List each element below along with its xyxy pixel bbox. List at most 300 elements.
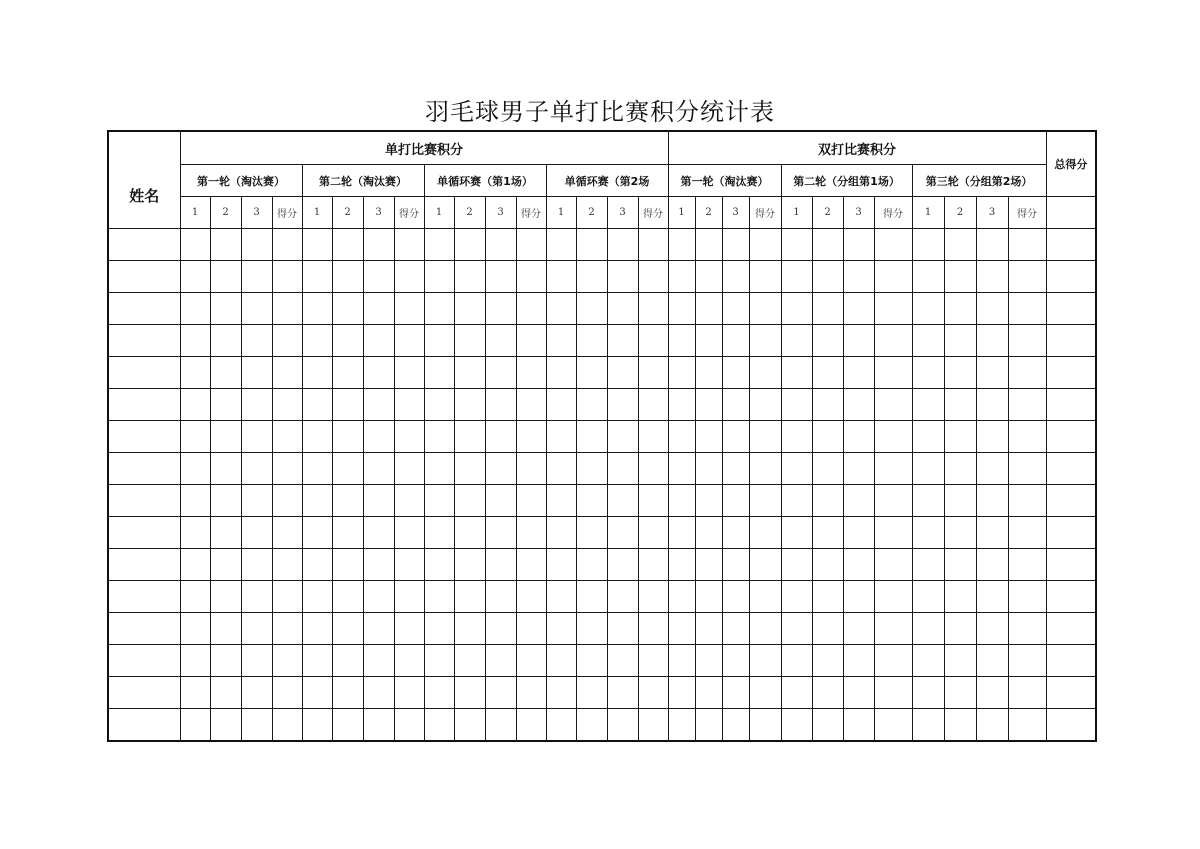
score-cell[interactable] bbox=[874, 453, 912, 485]
score-cell[interactable] bbox=[668, 709, 695, 742]
score-cell[interactable] bbox=[781, 549, 812, 581]
score-cell[interactable] bbox=[394, 613, 424, 645]
score-cell[interactable] bbox=[454, 613, 485, 645]
score-cell[interactable] bbox=[576, 293, 607, 325]
score-cell[interactable] bbox=[332, 421, 363, 453]
score-cell[interactable] bbox=[638, 677, 668, 709]
score-cell[interactable] bbox=[272, 677, 302, 709]
player-name-cell[interactable] bbox=[108, 485, 180, 517]
score-cell[interactable] bbox=[394, 229, 424, 261]
score-cell[interactable] bbox=[722, 357, 749, 389]
score-cell[interactable] bbox=[668, 421, 695, 453]
score-cell[interactable] bbox=[394, 709, 424, 742]
score-cell[interactable] bbox=[976, 677, 1008, 709]
score-cell[interactable] bbox=[180, 709, 210, 742]
score-cell[interactable] bbox=[722, 293, 749, 325]
score-cell[interactable] bbox=[976, 421, 1008, 453]
score-cell[interactable] bbox=[454, 453, 485, 485]
score-cell[interactable] bbox=[749, 645, 781, 677]
score-cell[interactable] bbox=[912, 293, 944, 325]
score-cell[interactable] bbox=[843, 549, 874, 581]
score-cell[interactable] bbox=[912, 613, 944, 645]
score-cell[interactable] bbox=[638, 709, 668, 742]
score-cell[interactable] bbox=[812, 613, 843, 645]
score-cell[interactable] bbox=[843, 581, 874, 613]
player-name-cell[interactable] bbox=[108, 389, 180, 421]
score-cell[interactable] bbox=[843, 485, 874, 517]
score-cell[interactable] bbox=[1008, 517, 1046, 549]
score-cell[interactable] bbox=[1008, 261, 1046, 293]
score-cell[interactable] bbox=[695, 517, 722, 549]
score-cell[interactable] bbox=[454, 293, 485, 325]
score-cell[interactable] bbox=[668, 549, 695, 581]
score-cell[interactable] bbox=[363, 357, 394, 389]
score-cell[interactable] bbox=[363, 325, 394, 357]
score-cell[interactable] bbox=[576, 517, 607, 549]
score-cell[interactable] bbox=[485, 229, 516, 261]
score-cell[interactable] bbox=[180, 677, 210, 709]
score-cell[interactable] bbox=[722, 549, 749, 581]
score-cell[interactable] bbox=[363, 229, 394, 261]
score-cell[interactable] bbox=[546, 261, 576, 293]
score-cell[interactable] bbox=[485, 645, 516, 677]
player-name-cell[interactable] bbox=[108, 709, 180, 742]
score-cell[interactable] bbox=[781, 453, 812, 485]
score-cell[interactable] bbox=[454, 325, 485, 357]
score-cell[interactable] bbox=[180, 645, 210, 677]
score-cell[interactable] bbox=[638, 421, 668, 453]
score-cell[interactable] bbox=[210, 517, 241, 549]
score-cell[interactable] bbox=[638, 613, 668, 645]
score-cell[interactable] bbox=[912, 709, 944, 742]
score-cell[interactable] bbox=[695, 357, 722, 389]
score-cell[interactable] bbox=[454, 677, 485, 709]
score-cell[interactable] bbox=[180, 549, 210, 581]
score-cell[interactable] bbox=[576, 645, 607, 677]
score-cell[interactable] bbox=[638, 325, 668, 357]
total-score-cell[interactable] bbox=[1046, 549, 1096, 581]
score-cell[interactable] bbox=[843, 613, 874, 645]
score-cell[interactable] bbox=[781, 613, 812, 645]
score-cell[interactable] bbox=[749, 709, 781, 742]
score-cell[interactable] bbox=[454, 357, 485, 389]
score-cell[interactable] bbox=[912, 389, 944, 421]
score-cell[interactable] bbox=[516, 709, 546, 742]
player-name-cell[interactable] bbox=[108, 581, 180, 613]
score-cell[interactable] bbox=[424, 389, 454, 421]
score-cell[interactable] bbox=[241, 645, 272, 677]
score-cell[interactable] bbox=[874, 261, 912, 293]
score-cell[interactable] bbox=[516, 549, 546, 581]
score-cell[interactable] bbox=[607, 357, 638, 389]
score-cell[interactable] bbox=[576, 581, 607, 613]
score-cell[interactable] bbox=[394, 549, 424, 581]
player-name-cell[interactable] bbox=[108, 261, 180, 293]
score-cell[interactable] bbox=[516, 677, 546, 709]
total-score-cell[interactable] bbox=[1046, 229, 1096, 261]
score-cell[interactable] bbox=[454, 581, 485, 613]
score-cell[interactable] bbox=[607, 421, 638, 453]
score-cell[interactable] bbox=[272, 709, 302, 742]
score-cell[interactable] bbox=[485, 549, 516, 581]
score-cell[interactable] bbox=[241, 229, 272, 261]
player-name-cell[interactable] bbox=[108, 677, 180, 709]
score-cell[interactable] bbox=[332, 709, 363, 742]
score-cell[interactable] bbox=[1008, 229, 1046, 261]
score-cell[interactable] bbox=[485, 485, 516, 517]
score-cell[interactable] bbox=[210, 421, 241, 453]
score-cell[interactable] bbox=[607, 261, 638, 293]
score-cell[interactable] bbox=[180, 357, 210, 389]
score-cell[interactable] bbox=[485, 453, 516, 485]
score-cell[interactable] bbox=[944, 517, 976, 549]
score-cell[interactable] bbox=[363, 517, 394, 549]
score-cell[interactable] bbox=[944, 325, 976, 357]
score-cell[interactable] bbox=[812, 357, 843, 389]
score-cell[interactable] bbox=[394, 517, 424, 549]
score-cell[interactable] bbox=[180, 517, 210, 549]
score-cell[interactable] bbox=[576, 485, 607, 517]
score-cell[interactable] bbox=[607, 453, 638, 485]
score-cell[interactable] bbox=[546, 357, 576, 389]
score-cell[interactable] bbox=[485, 709, 516, 742]
score-cell[interactable] bbox=[874, 645, 912, 677]
score-cell[interactable] bbox=[976, 709, 1008, 742]
score-cell[interactable] bbox=[944, 485, 976, 517]
score-cell[interactable] bbox=[695, 229, 722, 261]
score-cell[interactable] bbox=[210, 581, 241, 613]
score-cell[interactable] bbox=[695, 645, 722, 677]
score-cell[interactable] bbox=[485, 613, 516, 645]
score-cell[interactable] bbox=[180, 485, 210, 517]
score-cell[interactable] bbox=[516, 581, 546, 613]
score-cell[interactable] bbox=[210, 549, 241, 581]
score-cell[interactable] bbox=[210, 613, 241, 645]
score-cell[interactable] bbox=[695, 581, 722, 613]
score-cell[interactable] bbox=[1008, 293, 1046, 325]
score-cell[interactable] bbox=[722, 421, 749, 453]
score-cell[interactable] bbox=[210, 485, 241, 517]
score-cell[interactable] bbox=[874, 389, 912, 421]
score-cell[interactable] bbox=[272, 613, 302, 645]
player-name-cell[interactable] bbox=[108, 517, 180, 549]
score-cell[interactable] bbox=[302, 261, 332, 293]
score-cell[interactable] bbox=[363, 453, 394, 485]
score-cell[interactable] bbox=[695, 421, 722, 453]
player-name-cell[interactable] bbox=[108, 325, 180, 357]
score-cell[interactable] bbox=[976, 229, 1008, 261]
score-cell[interactable] bbox=[394, 677, 424, 709]
score-cell[interactable] bbox=[363, 613, 394, 645]
score-cell[interactable] bbox=[302, 485, 332, 517]
score-cell[interactable] bbox=[576, 325, 607, 357]
score-cell[interactable] bbox=[781, 581, 812, 613]
score-cell[interactable] bbox=[944, 389, 976, 421]
score-cell[interactable] bbox=[180, 325, 210, 357]
score-cell[interactable] bbox=[668, 389, 695, 421]
score-cell[interactable] bbox=[210, 389, 241, 421]
score-cell[interactable] bbox=[241, 261, 272, 293]
score-cell[interactable] bbox=[546, 485, 576, 517]
score-cell[interactable] bbox=[812, 261, 843, 293]
total-score-cell[interactable] bbox=[1046, 421, 1096, 453]
score-cell[interactable] bbox=[332, 293, 363, 325]
score-cell[interactable] bbox=[781, 645, 812, 677]
score-cell[interactable] bbox=[912, 261, 944, 293]
score-cell[interactable] bbox=[874, 709, 912, 742]
score-cell[interactable] bbox=[210, 709, 241, 742]
score-cell[interactable] bbox=[546, 453, 576, 485]
score-cell[interactable] bbox=[272, 549, 302, 581]
score-cell[interactable] bbox=[516, 325, 546, 357]
score-cell[interactable] bbox=[843, 709, 874, 742]
score-cell[interactable] bbox=[241, 485, 272, 517]
score-cell[interactable] bbox=[546, 645, 576, 677]
score-cell[interactable] bbox=[424, 229, 454, 261]
score-cell[interactable] bbox=[781, 389, 812, 421]
score-cell[interactable] bbox=[843, 453, 874, 485]
score-cell[interactable] bbox=[912, 677, 944, 709]
score-cell[interactable] bbox=[180, 453, 210, 485]
score-cell[interactable] bbox=[210, 261, 241, 293]
score-cell[interactable] bbox=[546, 677, 576, 709]
score-cell[interactable] bbox=[843, 229, 874, 261]
score-cell[interactable] bbox=[944, 613, 976, 645]
score-cell[interactable] bbox=[272, 453, 302, 485]
score-cell[interactable] bbox=[944, 261, 976, 293]
score-cell[interactable] bbox=[695, 549, 722, 581]
score-cell[interactable] bbox=[722, 517, 749, 549]
score-cell[interactable] bbox=[332, 389, 363, 421]
score-cell[interactable] bbox=[781, 709, 812, 742]
score-cell[interactable] bbox=[210, 677, 241, 709]
score-cell[interactable] bbox=[912, 581, 944, 613]
score-cell[interactable] bbox=[695, 261, 722, 293]
score-cell[interactable] bbox=[394, 453, 424, 485]
score-cell[interactable] bbox=[576, 677, 607, 709]
score-cell[interactable] bbox=[180, 421, 210, 453]
score-cell[interactable] bbox=[576, 453, 607, 485]
score-cell[interactable] bbox=[485, 357, 516, 389]
score-cell[interactable] bbox=[638, 485, 668, 517]
score-cell[interactable] bbox=[210, 229, 241, 261]
score-cell[interactable] bbox=[1008, 549, 1046, 581]
score-cell[interactable] bbox=[812, 389, 843, 421]
score-cell[interactable] bbox=[454, 485, 485, 517]
score-cell[interactable] bbox=[638, 453, 668, 485]
score-cell[interactable] bbox=[546, 581, 576, 613]
score-cell[interactable] bbox=[749, 485, 781, 517]
score-cell[interactable] bbox=[843, 421, 874, 453]
score-cell[interactable] bbox=[874, 677, 912, 709]
score-cell[interactable] bbox=[1008, 581, 1046, 613]
score-cell[interactable] bbox=[695, 485, 722, 517]
score-cell[interactable] bbox=[812, 229, 843, 261]
score-cell[interactable] bbox=[912, 357, 944, 389]
score-cell[interactable] bbox=[1008, 709, 1046, 742]
score-cell[interactable] bbox=[912, 325, 944, 357]
score-cell[interactable] bbox=[272, 581, 302, 613]
score-cell[interactable] bbox=[424, 581, 454, 613]
score-cell[interactable] bbox=[843, 517, 874, 549]
score-cell[interactable] bbox=[516, 613, 546, 645]
score-cell[interactable] bbox=[394, 485, 424, 517]
score-cell[interactable] bbox=[812, 293, 843, 325]
score-cell[interactable] bbox=[424, 485, 454, 517]
score-cell[interactable] bbox=[1008, 357, 1046, 389]
total-score-cell[interactable] bbox=[1046, 613, 1096, 645]
score-cell[interactable] bbox=[912, 485, 944, 517]
total-score-cell[interactable] bbox=[1046, 453, 1096, 485]
score-cell[interactable] bbox=[722, 613, 749, 645]
score-cell[interactable] bbox=[781, 485, 812, 517]
total-score-cell[interactable] bbox=[1046, 325, 1096, 357]
score-cell[interactable] bbox=[781, 421, 812, 453]
score-cell[interactable] bbox=[749, 453, 781, 485]
score-cell[interactable] bbox=[210, 325, 241, 357]
score-cell[interactable] bbox=[668, 645, 695, 677]
score-cell[interactable] bbox=[210, 357, 241, 389]
score-cell[interactable] bbox=[424, 293, 454, 325]
score-cell[interactable] bbox=[394, 357, 424, 389]
score-cell[interactable] bbox=[302, 325, 332, 357]
score-cell[interactable] bbox=[454, 645, 485, 677]
score-cell[interactable] bbox=[781, 325, 812, 357]
score-cell[interactable] bbox=[454, 709, 485, 742]
score-cell[interactable] bbox=[546, 389, 576, 421]
score-cell[interactable] bbox=[363, 485, 394, 517]
score-cell[interactable] bbox=[749, 293, 781, 325]
score-cell[interactable] bbox=[912, 229, 944, 261]
total-score-cell[interactable] bbox=[1046, 581, 1096, 613]
score-cell[interactable] bbox=[607, 485, 638, 517]
score-cell[interactable] bbox=[812, 453, 843, 485]
score-cell[interactable] bbox=[668, 613, 695, 645]
score-cell[interactable] bbox=[546, 229, 576, 261]
score-cell[interactable] bbox=[424, 549, 454, 581]
score-cell[interactable] bbox=[944, 229, 976, 261]
score-cell[interactable] bbox=[607, 581, 638, 613]
score-cell[interactable] bbox=[332, 325, 363, 357]
score-cell[interactable] bbox=[812, 709, 843, 742]
score-cell[interactable] bbox=[424, 613, 454, 645]
score-cell[interactable] bbox=[363, 645, 394, 677]
score-cell[interactable] bbox=[607, 293, 638, 325]
score-cell[interactable] bbox=[516, 421, 546, 453]
score-cell[interactable] bbox=[976, 517, 1008, 549]
score-cell[interactable] bbox=[1008, 613, 1046, 645]
score-cell[interactable] bbox=[363, 389, 394, 421]
score-cell[interactable] bbox=[454, 389, 485, 421]
score-cell[interactable] bbox=[302, 389, 332, 421]
score-cell[interactable] bbox=[812, 421, 843, 453]
score-cell[interactable] bbox=[607, 229, 638, 261]
score-cell[interactable] bbox=[812, 581, 843, 613]
score-cell[interactable] bbox=[812, 325, 843, 357]
score-cell[interactable] bbox=[843, 261, 874, 293]
score-cell[interactable] bbox=[607, 517, 638, 549]
score-cell[interactable] bbox=[576, 357, 607, 389]
score-cell[interactable] bbox=[874, 357, 912, 389]
score-cell[interactable] bbox=[749, 261, 781, 293]
score-cell[interactable] bbox=[668, 453, 695, 485]
score-cell[interactable] bbox=[843, 325, 874, 357]
score-cell[interactable] bbox=[722, 581, 749, 613]
score-cell[interactable] bbox=[1008, 485, 1046, 517]
score-cell[interactable] bbox=[424, 453, 454, 485]
score-cell[interactable] bbox=[781, 517, 812, 549]
score-cell[interactable] bbox=[976, 325, 1008, 357]
score-cell[interactable] bbox=[363, 293, 394, 325]
score-cell[interactable] bbox=[302, 581, 332, 613]
score-cell[interactable] bbox=[607, 389, 638, 421]
player-name-cell[interactable] bbox=[108, 421, 180, 453]
score-cell[interactable] bbox=[812, 677, 843, 709]
score-cell[interactable] bbox=[180, 389, 210, 421]
score-cell[interactable] bbox=[241, 357, 272, 389]
score-cell[interactable] bbox=[638, 581, 668, 613]
score-cell[interactable] bbox=[1008, 677, 1046, 709]
score-cell[interactable] bbox=[749, 613, 781, 645]
score-cell[interactable] bbox=[332, 453, 363, 485]
score-cell[interactable] bbox=[749, 357, 781, 389]
score-cell[interactable] bbox=[302, 709, 332, 742]
score-cell[interactable] bbox=[516, 261, 546, 293]
score-cell[interactable] bbox=[241, 453, 272, 485]
score-cell[interactable] bbox=[302, 613, 332, 645]
score-cell[interactable] bbox=[912, 645, 944, 677]
score-cell[interactable] bbox=[302, 549, 332, 581]
score-cell[interactable] bbox=[695, 325, 722, 357]
score-cell[interactable] bbox=[546, 325, 576, 357]
score-cell[interactable] bbox=[638, 549, 668, 581]
score-cell[interactable] bbox=[424, 677, 454, 709]
score-cell[interactable] bbox=[695, 293, 722, 325]
score-cell[interactable] bbox=[332, 357, 363, 389]
score-cell[interactable] bbox=[607, 677, 638, 709]
score-cell[interactable] bbox=[944, 453, 976, 485]
score-cell[interactable] bbox=[607, 613, 638, 645]
player-name-cell[interactable] bbox=[108, 645, 180, 677]
score-cell[interactable] bbox=[424, 261, 454, 293]
score-cell[interactable] bbox=[722, 389, 749, 421]
score-cell[interactable] bbox=[812, 485, 843, 517]
score-cell[interactable] bbox=[272, 645, 302, 677]
score-cell[interactable] bbox=[272, 485, 302, 517]
total-score-cell[interactable] bbox=[1046, 293, 1096, 325]
score-cell[interactable] bbox=[668, 485, 695, 517]
score-cell[interactable] bbox=[332, 581, 363, 613]
score-cell[interactable] bbox=[912, 453, 944, 485]
score-cell[interactable] bbox=[424, 517, 454, 549]
score-cell[interactable] bbox=[454, 549, 485, 581]
score-cell[interactable] bbox=[749, 549, 781, 581]
score-cell[interactable] bbox=[546, 517, 576, 549]
score-cell[interactable] bbox=[812, 645, 843, 677]
score-cell[interactable] bbox=[576, 389, 607, 421]
score-cell[interactable] bbox=[722, 677, 749, 709]
score-cell[interactable] bbox=[944, 549, 976, 581]
score-cell[interactable] bbox=[332, 645, 363, 677]
player-name-cell[interactable] bbox=[108, 453, 180, 485]
score-cell[interactable] bbox=[210, 293, 241, 325]
score-cell[interactable] bbox=[749, 421, 781, 453]
score-cell[interactable] bbox=[485, 677, 516, 709]
score-cell[interactable] bbox=[722, 645, 749, 677]
score-cell[interactable] bbox=[843, 645, 874, 677]
score-cell[interactable] bbox=[668, 261, 695, 293]
score-cell[interactable] bbox=[976, 389, 1008, 421]
